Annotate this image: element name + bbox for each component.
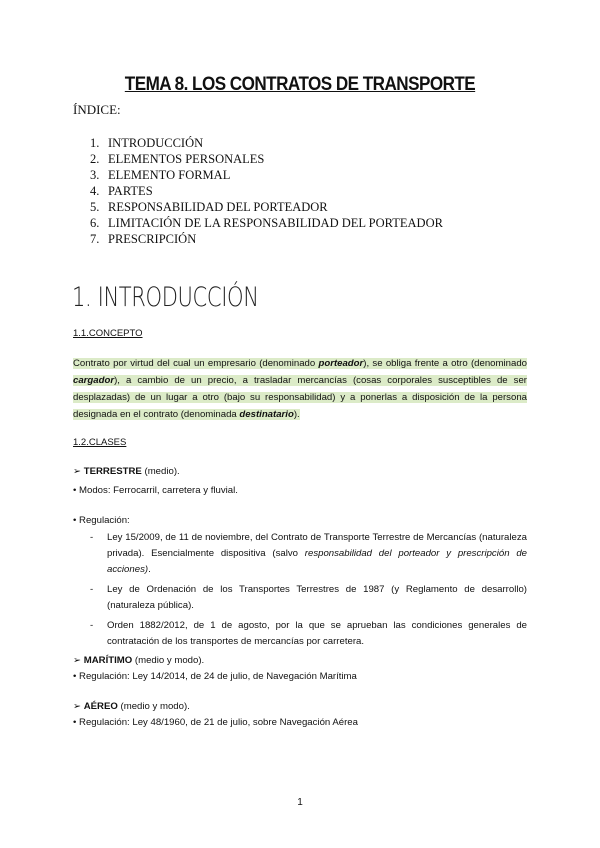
- toc-number: 1.: [90, 136, 100, 150]
- class-aereo: [73, 701, 190, 712]
- toc-item: [90, 199, 443, 215]
- toc-label: PARTES: [108, 184, 153, 198]
- class-label: MARÍTIMO: [83, 655, 133, 666]
- concepto-highlight: [73, 358, 527, 420]
- toc-label: ELEMENTOS PERSONALES: [108, 152, 265, 166]
- toc-item: [90, 167, 443, 183]
- arrow-bullet-icon: ➢: [73, 701, 82, 712]
- class-maritimo: [73, 655, 204, 666]
- toc-label: RESPONSABILIDAD DEL PORTEADOR: [108, 200, 328, 214]
- terrestre-modos: • Modos: Ferrocarril, carretera y fluvial.: [73, 485, 238, 496]
- item-text: Ley 15/2009, de 11 de noviembre, del Contrato de Transporte Terrestre de Mercancías (naturaleza privada). Esencialmente dispositiva (salvo: [107, 532, 527, 559]
- term-destinatario: destinatario: [239, 409, 294, 420]
- toc-item: [90, 215, 443, 231]
- item-text: Orden 1882/2012, de 1 de agosto, por la que se aprueban las condiciones generales de contratación de los transportes de mercancías por carretera.: [107, 620, 527, 647]
- toc-number: 5.: [90, 200, 100, 214]
- toc-item: [90, 135, 443, 151]
- dash-bullet: -: [90, 532, 94, 543]
- arrow-bullet-icon: ➢: [73, 655, 82, 666]
- document-title: TEMA 8. LOS CONTRATOS DE TRANSPORTE: [124, 74, 476, 95]
- dash-bullet: -: [90, 584, 94, 595]
- toc-item: [90, 231, 443, 247]
- toc-number: 4.: [90, 184, 100, 198]
- page-number: 1: [297, 797, 303, 808]
- class-suffix: (medio y modo).: [132, 655, 205, 666]
- aereo-regulacion: • Regulación: Ley 48/1960, de 21 de julio, sobre Navegación Aérea: [73, 717, 358, 728]
- toc-item: [90, 151, 443, 167]
- toc-label: INTRODUCCIÓN: [108, 136, 204, 150]
- terrestre-regulacion: • Regulación:: [73, 515, 130, 526]
- toc-label: LIMITACIÓN DE LA RESPONSABILIDAD DEL PORTEADOR: [108, 216, 443, 230]
- item-italic: responsabilidad del porteador y prescripción de acciones): [107, 548, 527, 575]
- item-text: Ley de Ordenación de los Transportes Terrestres de 1987 (y Reglamento de desarrollo) (naturaleza pública).: [107, 584, 527, 611]
- concepto-text-3: ), a cambio de un precio, a trasladar mercancías (cosas corporales susceptibles de ser desplazadas) de un lugar a otro (bajo su responsabilidad) y a ponerlas a disposición de la persona designada en el contrato (denominada: [73, 375, 527, 420]
- item-tail: .: [148, 564, 151, 575]
- toc-number: 3.: [90, 168, 100, 182]
- subheading-clases: 1.2.CLASES: [73, 437, 127, 448]
- arrow-bullet-icon: ➢: [73, 466, 82, 477]
- concepto-paragraph: [73, 355, 527, 423]
- maritimo-regulacion: • Regulación: Ley 14/2014, de 24 de julio, de Navegación Marítima: [73, 671, 357, 682]
- list-item: [90, 530, 527, 578]
- concepto-text-2: ), se obliga frente a otro (denominado: [363, 358, 527, 369]
- list-item: [90, 582, 527, 614]
- class-label: TERRESTRE: [83, 466, 142, 477]
- term-cargador: cargador: [73, 375, 115, 386]
- class-suffix: (medio).: [141, 466, 180, 477]
- toc-label: ELEMENTO FORMAL: [108, 168, 231, 182]
- term-porteador: porteador: [318, 358, 364, 369]
- class-suffix: (medio y modo).: [117, 701, 190, 712]
- toc-number: 2.: [90, 152, 100, 166]
- table-of-contents: [90, 135, 443, 247]
- index-label: ÍNDICE:: [73, 102, 121, 117]
- terrestre-regulation-list: [90, 530, 527, 654]
- concepto-text-4: ).: [293, 409, 300, 420]
- class-label: AÉREO: [83, 701, 118, 712]
- toc-label: PRESCRIPCIÓN: [108, 232, 197, 246]
- subheading-concepto: 1.1.CONCEPTO: [73, 328, 143, 339]
- toc-number: 7.: [90, 232, 100, 246]
- section-heading-introduccion: 1. INTRODUCCIÓN: [72, 282, 259, 313]
- class-terrestre: [73, 466, 180, 477]
- list-item: [90, 618, 527, 650]
- concepto-text-1: Contrato por virtud del cual un empresario (denominado: [73, 358, 319, 369]
- toc-number: 6.: [90, 216, 100, 230]
- dash-bullet: -: [90, 620, 94, 631]
- toc-item: [90, 183, 443, 199]
